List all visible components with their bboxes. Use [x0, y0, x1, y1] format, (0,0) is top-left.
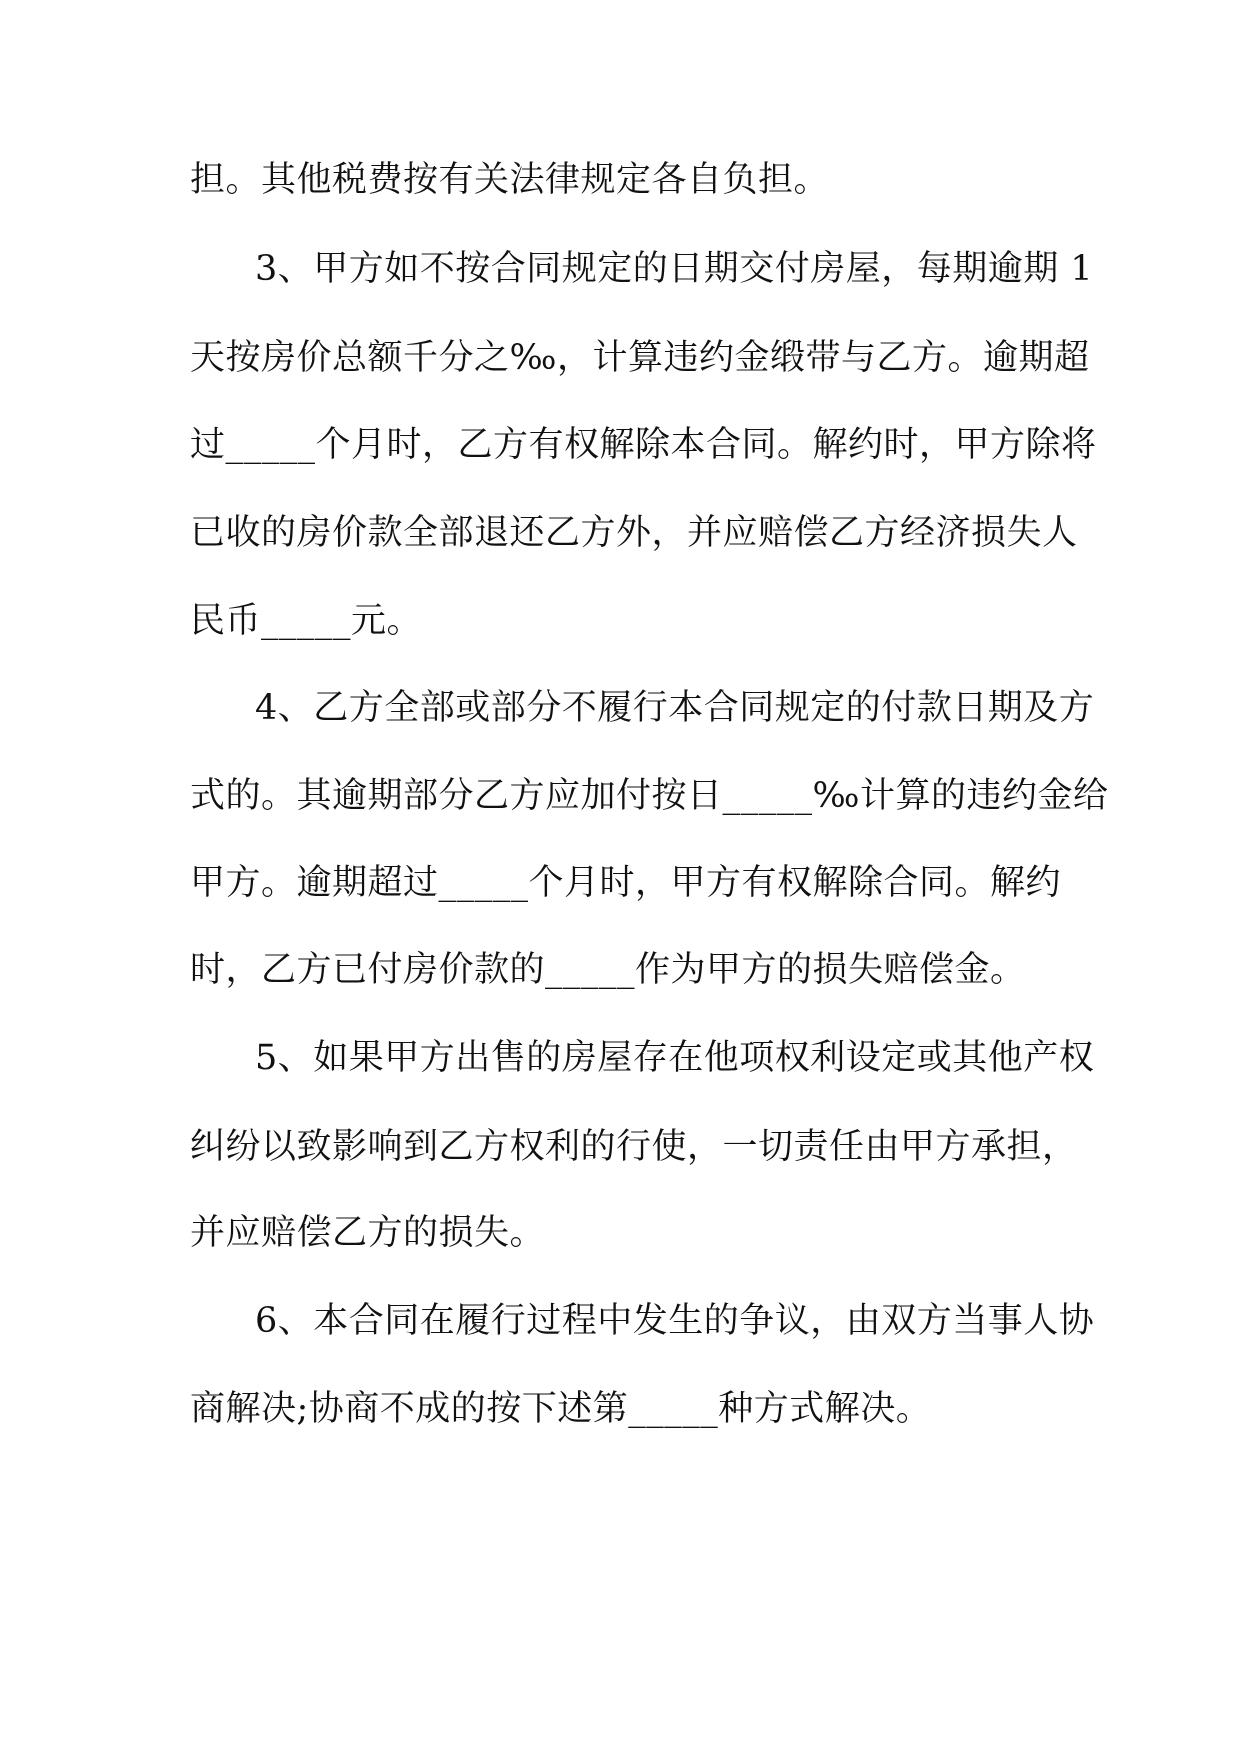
clause-3-line: 3、甲方如不按合同规定的日期交付房屋，每期逾期 1 [255, 249, 1094, 289]
clause-4-line: 式的。其逾期部分乙方应加付按日_____‰计算的违约金给 [190, 776, 1109, 816]
clause-3-line: 已收的房价款全部退还乙方外，并应赔偿乙方经济损失人 [190, 513, 1078, 553]
clause-4-line: 甲方。逾期超过_____个月时，甲方有权解除合同。解约 [190, 863, 1062, 903]
clause-3-line: 天按房价总额千分之‰，计算违约金缎带与乙方。逾期超 [190, 338, 1090, 378]
clause-5-line: 5、如果甲方出售的房屋存在他项权利设定或其他产权 [255, 1038, 1095, 1078]
clause-3-line: 过_____个月时，乙方有权解除本合同。解约时，甲方除将 [190, 425, 1097, 465]
clause-4-line: 4、乙方全部或部分不履行本合同规定的付款日期及方 [255, 688, 1095, 728]
clause-6-line: 6、本合同在履行过程中发生的争议，由双方当事人协 [255, 1301, 1095, 1341]
clause-5-line: 纠纷以致影响到乙方权利的行使，一切责任由甲方承担， [190, 1127, 1078, 1167]
clause-4-line: 时，乙方已付房价款的_____作为甲方的损失赔偿金。 [190, 950, 1026, 990]
clause-6-line: 商解决;协商不成的按下述第_____种方式解决。 [190, 1389, 932, 1429]
text-line: 担。其他税费按有关法律规定各自负担。 [190, 160, 830, 200]
clause-5-line: 并应赔偿乙方的损失。 [190, 1213, 546, 1253]
clause-3-line: 民币_____元。 [190, 601, 423, 641]
